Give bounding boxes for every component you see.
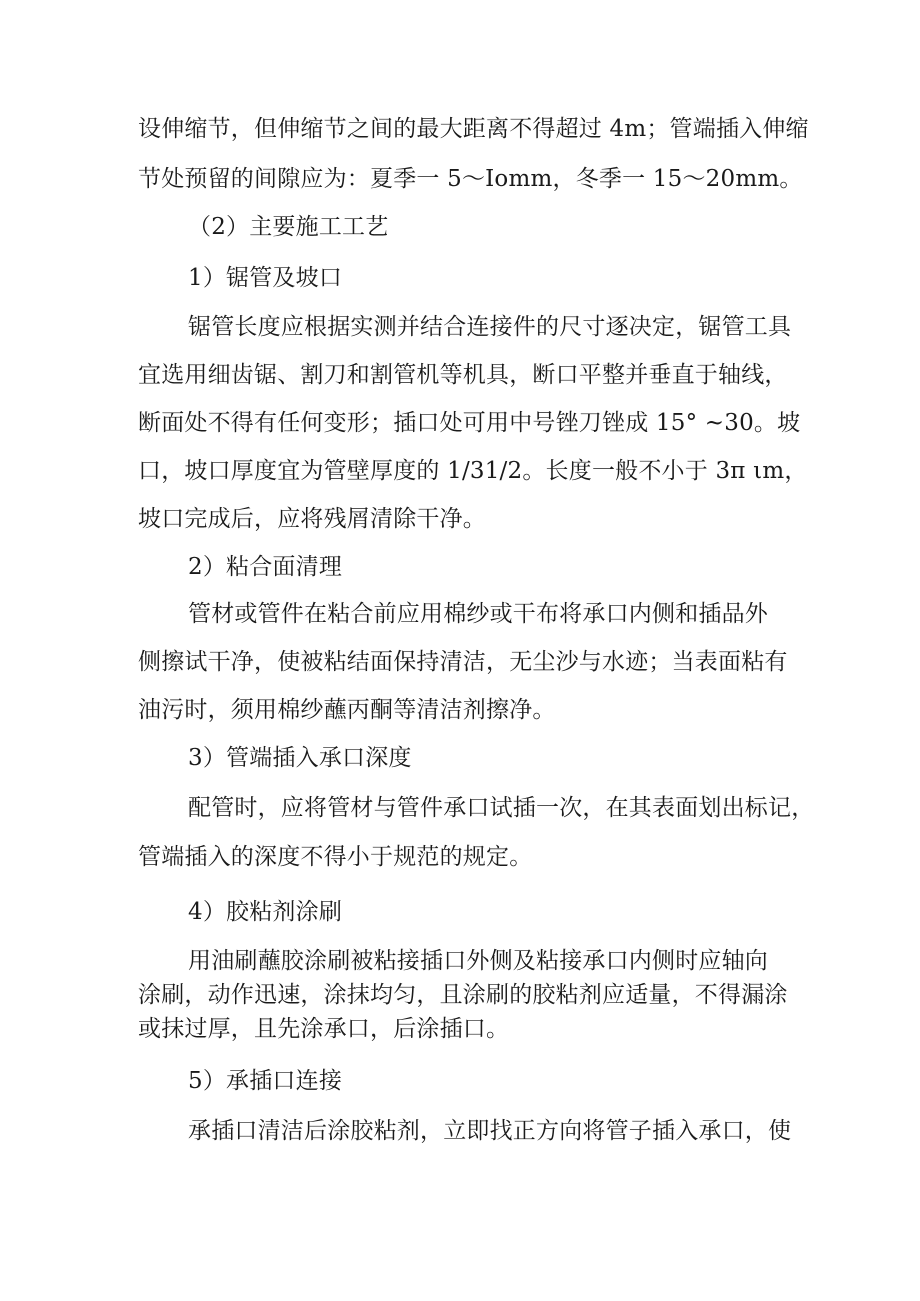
subsection-heading: 2）粘合面清理 [188,554,343,580]
body-text-line: 涂刷，动作迅速，涂抹均匀，且涂刷的胶粘剂应适量，不得漏涂 [138,982,788,1008]
subsection-heading: 1）锯管及坡口 [188,265,343,291]
paragraph-first-line: 管材或管件在粘合前应用棉纱或干布将承口内侧和插品外 [188,601,768,627]
subsection-heading: 3）管端插入承口深度 [188,745,412,771]
body-text-line: 节处预留的间隙应为：夏季一 5～Iomm，冬季一 15～20mm。 [138,166,803,192]
section-heading: （2）主要施工工艺 [188,214,389,240]
paragraph-first-line: 用油刷蘸胶涂刷被粘接插口外侧及粘接承口内侧时应轴向 [188,948,768,974]
body-text-line: 或抹过厚，且先涂承口，后涂插口。 [138,1016,510,1042]
paragraph-first-line: 锯管长度应根据实测并结合连接件的尺寸逐决定，锯管工具 [188,314,792,340]
body-text-line: 管端插入的深度不得小于规范的规定。 [138,844,533,870]
body-text-line: 设伸缩节，但伸缩节之间的最大距离不得超过 4m；管端插入伸缩 [138,116,809,142]
body-text-line: 口，坡口厚度宜为管壁厚度的 1/31/2。长度一般不小于 3π ιm， [138,458,808,484]
paragraph-first-line: 配管时，应将管材与管件承口试插一次，在其表面划出标记， [188,795,815,821]
body-text-line: 油污时，须用棉纱蘸丙酮等清洁剂擦净。 [138,697,556,723]
body-text-line: 侧擦试干净，使被粘结面保持清洁，无尘沙与水迹；当表面粘有 [138,649,788,675]
body-text-line: 断面处不得有任何变形；插口处可用中号锉刀锉成 15° ~30。坡 [138,410,801,436]
body-text-line: 宜选用细齿锯、割刀和割管机等机具，断口平整并垂直于轴线， [138,362,788,388]
body-text-line: 坡口完成后，应将残屑清除干净。 [138,506,486,532]
paragraph-first-line: 承插口清洁后涂胶粘剂，立即找正方向将管子插入承口，使 [188,1118,792,1144]
subsection-heading: 4）胶粘剂涂刷 [188,899,343,925]
subsection-heading: 5）承插口连接 [188,1068,343,1094]
